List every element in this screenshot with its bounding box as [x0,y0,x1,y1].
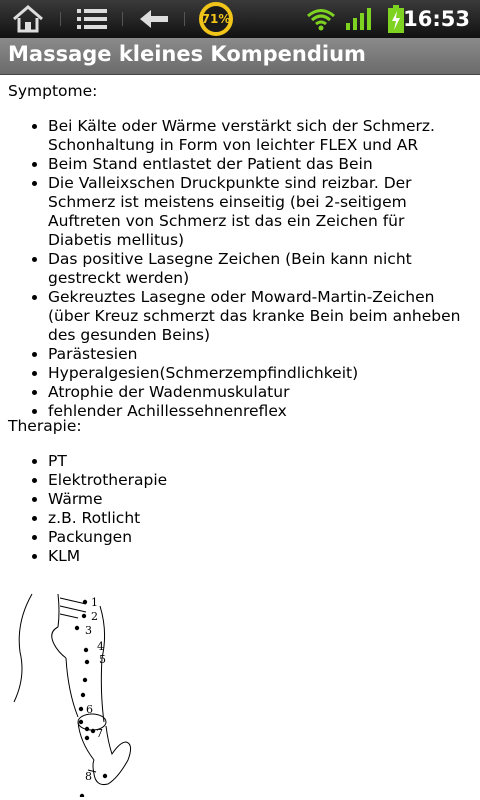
home-icon[interactable] [8,0,48,38]
signal-icon [344,0,374,38]
symptome-heading: Symptome: [8,82,98,100]
list-item: • PT [48,452,468,471]
list-item: • Parästesien [48,345,468,364]
battery-percent-text: 71% [201,12,231,26]
list-item: • Packungen [48,528,468,547]
diagram-label: 7 [96,727,103,740]
diagram-label: 5 [99,653,106,666]
diagram-label: 8 [85,770,92,783]
list-item: • Wärme [48,490,468,509]
battery-percent-widget [197,1,235,37]
diagram-label: 4 [97,640,104,653]
status-bar [0,0,480,38]
menu-icon[interactable] [74,0,110,38]
diagram-label: 1 [91,596,98,609]
therapie-heading: Therapie: [8,417,82,435]
app-title: Massage kleines Kompendium [8,42,366,66]
list-item: • z.B. Rotlicht [48,509,468,528]
list-item: • Die Valleixschen Druckpunkte sind reizbar. Der Schmerz ist meistens einseitig (bei 2-seitigem Auftreten von Schmerz ist das ein Zeichen für Diabetis mellitus) [48,174,468,250]
content-area[interactable] [0,75,480,800]
list-item: • Hyperalgesien(Schmerzempfindlichkeit) [48,364,468,383]
list-item: • Gekreuztes Lasegne oder Moward-Martin-Zeichen (über Kreuz schmerzt das kranke Bein beim anheben des gesunden Beins) [48,288,468,345]
clock: 16:53 [403,7,470,31]
list-item: • Elektrotherapie [48,471,468,490]
back-arrow-icon[interactable] [136,0,172,38]
list-item: • Das positive Lasegne Zeichen (Bein kann nicht gestreckt werden) [48,250,468,288]
symptome-list [8,117,468,421]
diagram-label: 6 [86,703,93,716]
diagram-label: 2 [91,610,98,623]
therapie-list [8,452,468,566]
wifi-icon [304,0,338,38]
list-item: • KLM [48,547,468,566]
leg-pressure-points-diagram [8,592,143,797]
list-item: • Atrophie der Wadenmuskulatur [48,383,468,402]
list-item: • Bei Kälte oder Wärme verstärkt sich der Schmerz. Schonhaltung in Form von leichter FLEX und AR [48,117,468,155]
title-bar [0,38,480,75]
diagram-label: 3 [85,624,92,637]
list-item: • Beim Stand entlastet der Patient das Bein [48,155,468,174]
list-item: • fehlender Achillessehnenreflex [48,402,468,421]
